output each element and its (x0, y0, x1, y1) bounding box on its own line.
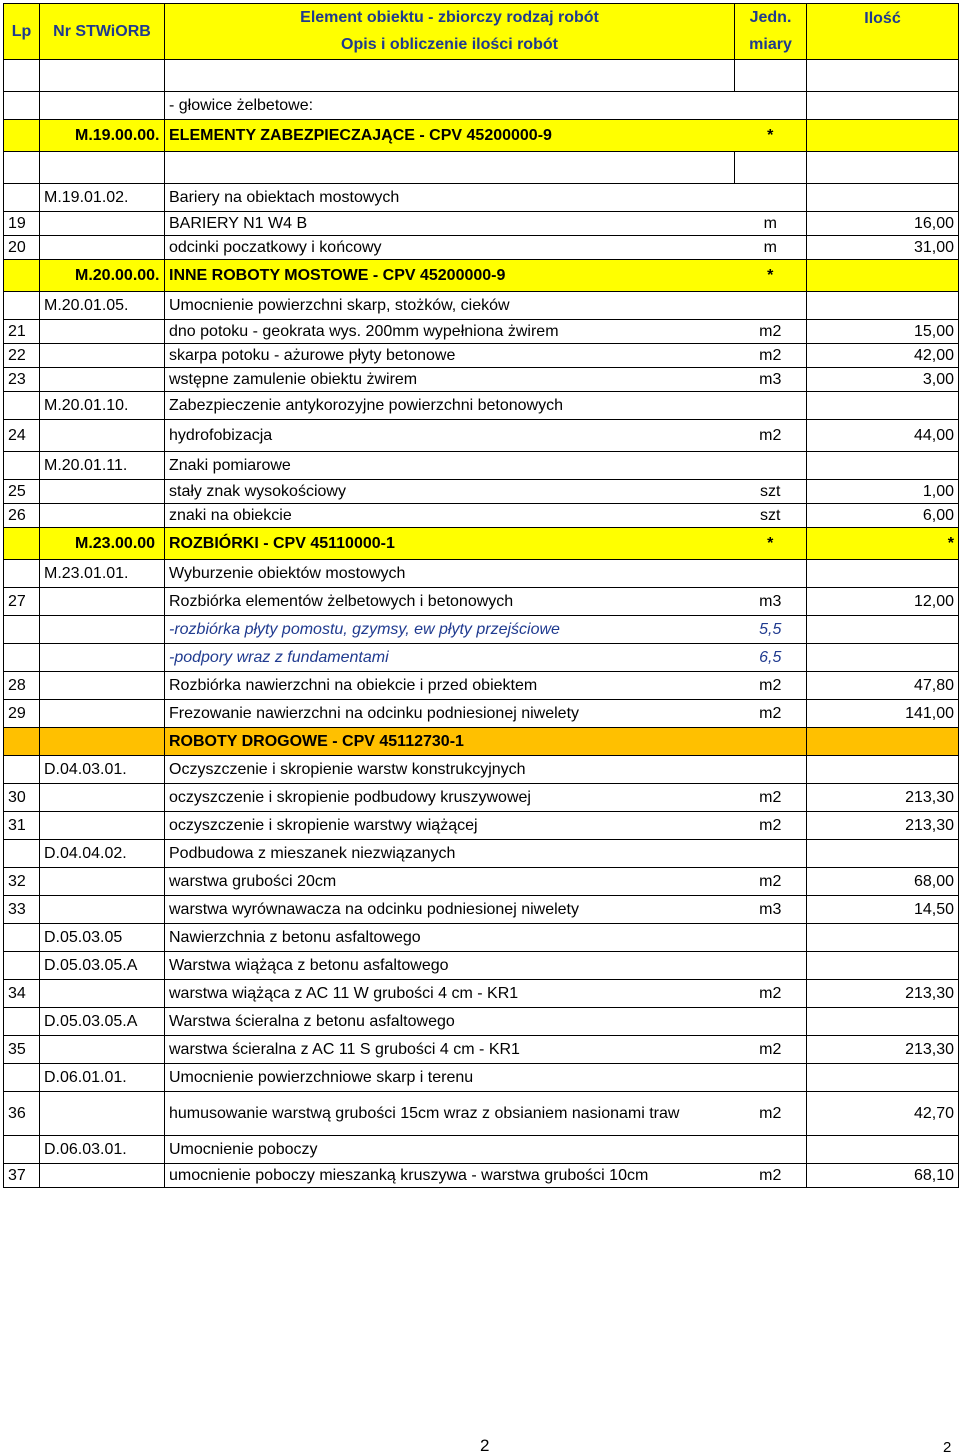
header-qty: Ilość (807, 4, 959, 60)
row-description: warstwa wyrównawacza na odcinku podniesionej niwelety (165, 896, 735, 924)
row-quantity: 31,00 (807, 236, 959, 260)
row-quantity: 6,00 (807, 504, 959, 528)
row-quantity: 42,00 (807, 344, 959, 368)
table-row (4, 1036, 959, 1064)
table-row (4, 92, 959, 120)
row-code: M.19.01.02. (40, 184, 165, 212)
table-row (4, 784, 959, 812)
table-row (4, 840, 959, 868)
empty-cell (40, 152, 165, 184)
row-quantity (807, 560, 959, 588)
table-row (4, 924, 959, 952)
row-unit (735, 184, 807, 212)
row-lp (4, 120, 40, 152)
header-row-1 (4, 4, 959, 32)
row-unit (735, 1136, 807, 1164)
row-lp: 26 (4, 504, 40, 528)
cost-estimate-table (3, 3, 959, 1188)
row-lp (4, 924, 40, 952)
row-description: ROBOTY DROGOWE - CPV 45112730-1 (165, 728, 735, 756)
row-description: Umocnienie powierzchniowe skarp i terenu (165, 1064, 735, 1092)
row-code: M.19.00.00. (40, 120, 165, 152)
row-description: warstwa grubości 20cm (165, 868, 735, 896)
table-row (4, 756, 959, 784)
row-lp (4, 92, 40, 120)
row-lp (4, 292, 40, 320)
row-description: Umocnienie poboczy (165, 1136, 735, 1164)
row-description: warstwa wiążąca z AC 11 W grubości 4 cm - KR1 (165, 980, 735, 1008)
row-lp: 35 (4, 1036, 40, 1064)
row-code (40, 92, 165, 120)
table-row (4, 480, 959, 504)
table-row (4, 1136, 959, 1164)
row-lp: 19 (4, 212, 40, 236)
table-row (4, 644, 959, 672)
table-row (4, 588, 959, 616)
empty-cell (4, 60, 40, 92)
row-description: ELEMENTY ZABEZPIECZAJĄCE - CPV 45200000-9 (165, 120, 735, 152)
row-code (40, 728, 165, 756)
empty-cell (735, 152, 807, 184)
row-lp (4, 644, 40, 672)
table-row (4, 560, 959, 588)
row-lp: 25 (4, 480, 40, 504)
row-description: BARIERY N1 W4 B (165, 212, 735, 236)
row-lp: 28 (4, 672, 40, 700)
row-lp: 23 (4, 368, 40, 392)
table-row (4, 616, 959, 644)
row-code: M.23.00.00 (40, 528, 165, 560)
row-unit: m2 (735, 1092, 807, 1136)
row-unit: m2 (735, 980, 807, 1008)
row-description: Frezowanie nawierzchni na odcinku podniesionej niwelety (165, 700, 735, 728)
table-row (4, 420, 959, 452)
row-description: Warstwa ścieralna z betonu asfaltowego (165, 1008, 735, 1036)
row-quantity (807, 728, 959, 756)
row-code (40, 480, 165, 504)
row-quantity: 68,10 (807, 1164, 959, 1188)
row-description: ROZBIÓRKI - CPV 45110000-1 (165, 528, 735, 560)
row-lp (4, 756, 40, 784)
row-code: M.23.01.01. (40, 560, 165, 588)
row-unit: m2 (735, 344, 807, 368)
row-code (40, 344, 165, 368)
table-row (4, 1008, 959, 1036)
row-lp (4, 1008, 40, 1036)
row-quantity: 15,00 (807, 320, 959, 344)
table-row (4, 260, 959, 292)
row-quantity (807, 1136, 959, 1164)
row-unit: szt (735, 504, 807, 528)
row-quantity (807, 184, 959, 212)
row-code (40, 504, 165, 528)
row-code (40, 320, 165, 344)
row-description: odcinki poczatkowy i końcowy (165, 236, 735, 260)
row-description: oczyszczenie i skropienie podbudowy kruszywowej (165, 784, 735, 812)
row-code (40, 672, 165, 700)
header-lp: Lp (4, 4, 40, 60)
row-unit (735, 756, 807, 784)
row-lp: 33 (4, 896, 40, 924)
row-quantity (807, 924, 959, 952)
row-quantity (807, 292, 959, 320)
table-row (4, 528, 959, 560)
row-lp (4, 184, 40, 212)
row-lp (4, 260, 40, 292)
row-lp: 31 (4, 812, 40, 840)
row-quantity: 1,00 (807, 480, 959, 504)
row-unit: m2 (735, 784, 807, 812)
table-row (4, 368, 959, 392)
table-row (4, 504, 959, 528)
row-unit: m2 (735, 812, 807, 840)
row-lp: 32 (4, 868, 40, 896)
row-unit (735, 92, 807, 120)
row-unit: m2 (735, 1164, 807, 1188)
page-number-corner: 2 (943, 1439, 952, 1456)
row-quantity (807, 644, 959, 672)
empty-cell (735, 60, 807, 92)
row-code (40, 896, 165, 924)
row-description: Rozbiórka nawierzchni na obiekcie i przed obiektem (165, 672, 735, 700)
row-unit: m3 (735, 588, 807, 616)
row-unit (735, 560, 807, 588)
table-row (4, 980, 959, 1008)
row-lp: 27 (4, 588, 40, 616)
row-sub-quantity: 6,5 (735, 644, 807, 672)
row-unit (735, 292, 807, 320)
row-description: hydrofobizacja (165, 420, 735, 452)
empty-cell (807, 152, 959, 184)
row-lp (4, 616, 40, 644)
row-description: -podpory wraz z fundamentami (165, 644, 735, 672)
row-lp: 24 (4, 420, 40, 452)
empty-cell (40, 60, 165, 92)
row-code (40, 1164, 165, 1188)
row-description: Umocnienie powierzchni skarp, stożków, cieków (165, 292, 735, 320)
row-unit: m (735, 236, 807, 260)
row-unit (735, 1064, 807, 1092)
table-row (4, 1064, 959, 1092)
row-code (40, 980, 165, 1008)
row-unit (735, 1008, 807, 1036)
row-quantity: 213,30 (807, 1036, 959, 1064)
table-row (4, 868, 959, 896)
row-quantity: 68,00 (807, 868, 959, 896)
row-quantity: 47,80 (807, 672, 959, 700)
row-code: D.05.03.05.A (40, 1008, 165, 1036)
row-quantity: 14,50 (807, 896, 959, 924)
row-code (40, 588, 165, 616)
row-description: dno potoku - geokrata wys. 200mm wypełniona żwirem (165, 320, 735, 344)
row-code (40, 616, 165, 644)
row-quantity (807, 952, 959, 980)
row-code: M.20.00.00. (40, 260, 165, 292)
row-description: -rozbiórka płyty pomostu, gzymsy, ew płyty przejściowe (165, 616, 735, 644)
row-quantity: 44,00 (807, 420, 959, 452)
row-quantity (807, 840, 959, 868)
row-lp (4, 560, 40, 588)
table-row (4, 184, 959, 212)
row-lp: 29 (4, 700, 40, 728)
header-code: Nr STWiORB (40, 4, 165, 60)
row-description: znaki na obiekcie (165, 504, 735, 528)
row-quantity (807, 92, 959, 120)
row-code (40, 868, 165, 896)
row-sub-quantity: 5,5 (735, 616, 807, 644)
row-lp: 37 (4, 1164, 40, 1188)
row-quantity: 213,30 (807, 784, 959, 812)
table-row (4, 60, 959, 92)
row-quantity: 141,00 (807, 700, 959, 728)
row-unit: * (735, 260, 807, 292)
row-code (40, 644, 165, 672)
row-code: D.06.01.01. (40, 1064, 165, 1092)
row-unit: m3 (735, 368, 807, 392)
page-number: 2 (480, 1436, 490, 1455)
row-code (40, 1092, 165, 1136)
row-lp (4, 528, 40, 560)
row-code (40, 420, 165, 452)
table-row (4, 344, 959, 368)
row-description: Podbudowa z mieszanek niezwiązanych (165, 840, 735, 868)
row-description: wstępne zamulenie obiektu żwirem (165, 368, 735, 392)
table-row (4, 728, 959, 756)
row-unit: * (735, 120, 807, 152)
row-description: - głowice żelbetowe: (165, 92, 735, 120)
empty-cell (165, 152, 735, 184)
row-lp (4, 1136, 40, 1164)
row-unit: m2 (735, 700, 807, 728)
row-quantity: 213,30 (807, 980, 959, 1008)
table-row (4, 1092, 959, 1136)
row-quantity (807, 120, 959, 152)
row-code (40, 700, 165, 728)
table-row (4, 152, 959, 184)
table-row (4, 212, 959, 236)
header-desc-line2: Opis i obliczenie ilości robót (165, 32, 735, 60)
header-desc-line1: Element obiektu - zbiorczy rodzaj robót (165, 4, 735, 32)
row-lp: 21 (4, 320, 40, 344)
row-unit: szt (735, 480, 807, 504)
row-unit: m2 (735, 868, 807, 896)
row-lp: 30 (4, 784, 40, 812)
row-unit: m2 (735, 420, 807, 452)
row-description: Wyburzenie obiektów mostowych (165, 560, 735, 588)
header-unit-line2: miary (735, 32, 807, 60)
row-description: Rozbiórka elementów żelbetowych i betonowych (165, 588, 735, 616)
row-unit: * (735, 528, 807, 560)
row-lp (4, 728, 40, 756)
row-code: M.20.01.05. (40, 292, 165, 320)
table-row (4, 120, 959, 152)
table-row (4, 896, 959, 924)
row-lp (4, 452, 40, 480)
row-lp (4, 840, 40, 868)
row-quantity: 3,00 (807, 368, 959, 392)
row-lp (4, 392, 40, 420)
row-description: Oczyszczenie i skropienie warstw konstrukcyjnych (165, 756, 735, 784)
row-lp (4, 1064, 40, 1092)
row-code (40, 1036, 165, 1064)
row-description: Nawierzchnia z betonu asfaltowego (165, 924, 735, 952)
row-unit (735, 952, 807, 980)
row-quantity: 16,00 (807, 212, 959, 236)
row-description: oczyszczenie i skropienie warstwy wiążącej (165, 812, 735, 840)
row-lp: 36 (4, 1092, 40, 1136)
row-unit (735, 452, 807, 480)
row-unit: m2 (735, 320, 807, 344)
row-quantity: * (807, 528, 959, 560)
row-description: stały znak wysokościowy (165, 480, 735, 504)
empty-cell (165, 60, 735, 92)
row-description: skarpa potoku - ażurowe płyty betonowe (165, 344, 735, 368)
table-row (4, 952, 959, 980)
row-code: D.05.03.05 (40, 924, 165, 952)
row-quantity: 42,70 (807, 1092, 959, 1136)
row-quantity (807, 260, 959, 292)
row-description: humusowanie warstwą grubości 15cm wraz z obsianiem nasionami traw (165, 1092, 735, 1136)
row-quantity (807, 1008, 959, 1036)
empty-cell (807, 60, 959, 92)
table-row (4, 236, 959, 260)
empty-cell (4, 152, 40, 184)
row-code (40, 212, 165, 236)
row-quantity (807, 616, 959, 644)
row-description: INNE ROBOTY MOSTOWE - CPV 45200000-9 (165, 260, 735, 292)
row-unit: m2 (735, 1036, 807, 1064)
row-description: Bariery na obiektach mostowych (165, 184, 735, 212)
row-lp (4, 952, 40, 980)
table-row (4, 392, 959, 420)
table-row (4, 700, 959, 728)
row-unit (735, 392, 807, 420)
row-description: umocnienie poboczy mieszanką kruszywa - warstwa grubości 10cm (165, 1164, 735, 1188)
row-code: D.04.04.02. (40, 840, 165, 868)
header-unit-line1: Jedn. (735, 4, 807, 32)
table-row (4, 1164, 959, 1188)
row-code: D.06.03.01. (40, 1136, 165, 1164)
table-row (4, 320, 959, 344)
row-quantity: 12,00 (807, 588, 959, 616)
row-description: Znaki pomiarowe (165, 452, 735, 480)
row-code (40, 368, 165, 392)
row-lp: 34 (4, 980, 40, 1008)
row-unit (735, 924, 807, 952)
row-description: Zabezpieczenie antykorozyjne powierzchni betonowych (165, 392, 735, 420)
row-quantity (807, 1064, 959, 1092)
row-lp: 20 (4, 236, 40, 260)
row-unit: m (735, 212, 807, 236)
table-row (4, 812, 959, 840)
row-code (40, 236, 165, 260)
row-code (40, 812, 165, 840)
row-unit (735, 728, 807, 756)
row-code: D.05.03.05.A (40, 952, 165, 980)
row-lp: 22 (4, 344, 40, 368)
row-quantity (807, 452, 959, 480)
table-row (4, 452, 959, 480)
row-description: Warstwa wiążąca z betonu asfaltowego (165, 952, 735, 980)
row-quantity: 213,30 (807, 812, 959, 840)
row-quantity (807, 392, 959, 420)
row-code: M.20.01.11. (40, 452, 165, 480)
row-quantity (807, 756, 959, 784)
row-code: D.04.03.01. (40, 756, 165, 784)
row-code: M.20.01.10. (40, 392, 165, 420)
table-row (4, 292, 959, 320)
row-unit: m3 (735, 896, 807, 924)
row-unit (735, 840, 807, 868)
row-code (40, 784, 165, 812)
row-unit: m2 (735, 672, 807, 700)
table-row (4, 672, 959, 700)
row-description: warstwa ścieralna z AC 11 S grubości 4 cm - KR1 (165, 1036, 735, 1064)
